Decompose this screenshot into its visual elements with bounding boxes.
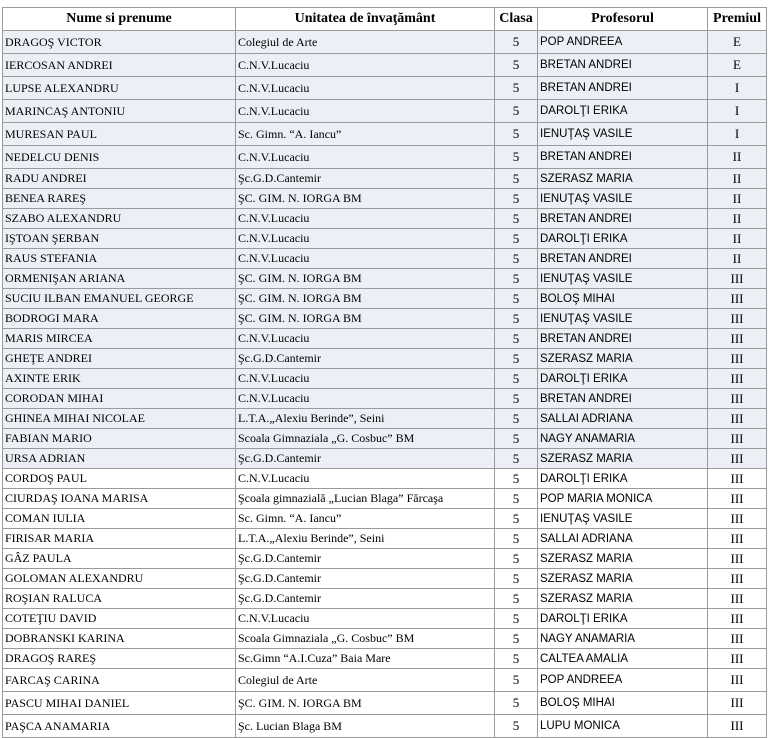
prize-cell: III xyxy=(708,289,767,309)
school-cell: L.T.A.„Alexiu Berinde”, Seini xyxy=(236,529,495,549)
student-name-cell: IERCOSAN ANDREI xyxy=(3,54,236,77)
table-row xyxy=(3,529,767,549)
teacher-cell: CALTEA AMALIA xyxy=(538,649,708,669)
class-cell: 5 xyxy=(495,249,538,269)
school-cell: Şcoala gimnazială „Lucian Blaga” Fărcaşa xyxy=(236,489,495,509)
teacher-cell: IENUŢAŞ VASILE xyxy=(538,189,708,209)
prize-cell: III xyxy=(708,669,767,692)
school-cell: Scoala Gimnaziala „G. Cosbuc” BM xyxy=(236,629,495,649)
teacher-cell: SZERASZ MARIA xyxy=(538,589,708,609)
table-row xyxy=(3,715,767,738)
teacher-cell: SZERASZ MARIA xyxy=(538,549,708,569)
student-name-cell: BENEA RAREŞ xyxy=(3,189,236,209)
table-row xyxy=(3,389,767,409)
school-cell: Şc.G.D.Cantemir xyxy=(236,449,495,469)
teacher-cell: BRETAN ANDREI xyxy=(538,54,708,77)
school-cell: ŞC. GIM. N. IORGA BM xyxy=(236,692,495,715)
prize-cell: III xyxy=(708,409,767,429)
student-name-cell: GHINEA MIHAI NICOLAE xyxy=(3,409,236,429)
class-cell: 5 xyxy=(495,469,538,489)
table-row xyxy=(3,146,767,169)
class-cell: 5 xyxy=(495,369,538,389)
teacher-cell: BRETAN ANDREI xyxy=(538,249,708,269)
teacher-cell: SZERASZ MARIA xyxy=(538,169,708,189)
prize-cell: II xyxy=(708,249,767,269)
table-row xyxy=(3,469,767,489)
student-name-cell: PASCU MIHAI DANIEL xyxy=(3,692,236,715)
class-cell: 5 xyxy=(495,389,538,409)
class-cell: 5 xyxy=(495,229,538,249)
header-class: Clasa xyxy=(495,8,538,31)
table-row xyxy=(3,692,767,715)
table-row xyxy=(3,77,767,100)
prize-cell: III xyxy=(708,715,767,738)
student-name-cell: ROŞIAN RALUCA xyxy=(3,589,236,609)
table-row xyxy=(3,209,767,229)
table-row xyxy=(3,100,767,123)
header-teacher: Profesorul xyxy=(538,8,708,31)
prize-cell: III xyxy=(708,469,767,489)
student-name-cell: AXINTE ERIK xyxy=(3,369,236,389)
teacher-cell: IENUŢAŞ VASILE xyxy=(538,509,708,529)
student-name-cell: LUPSE ALEXANDRU xyxy=(3,77,236,100)
table-row xyxy=(3,629,767,649)
header-name: Nume si prenume xyxy=(3,8,236,31)
student-name-cell: CORODAN MIHAI xyxy=(3,389,236,409)
results-table xyxy=(2,7,767,738)
teacher-cell: IENUŢAŞ VASILE xyxy=(538,309,708,329)
prize-cell: III xyxy=(708,389,767,409)
class-cell: 5 xyxy=(495,409,538,429)
table-row xyxy=(3,569,767,589)
table-row xyxy=(3,349,767,369)
prize-cell: III xyxy=(708,629,767,649)
prize-cell: I xyxy=(708,100,767,123)
school-cell: Scoala Gimnaziala „G. Cosbuc” BM xyxy=(236,429,495,449)
teacher-cell: SZERASZ MARIA xyxy=(538,349,708,369)
table-row xyxy=(3,609,767,629)
table-row xyxy=(3,649,767,669)
school-cell: Şc. Lucian Blaga BM xyxy=(236,715,495,738)
prize-cell: III xyxy=(708,649,767,669)
class-cell: 5 xyxy=(495,77,538,100)
class-cell: 5 xyxy=(495,169,538,189)
class-cell: 5 xyxy=(495,649,538,669)
school-cell: C.N.V.Lucaciu xyxy=(236,229,495,249)
student-name-cell: RADU ANDREI xyxy=(3,169,236,189)
student-name-cell: NEDELCU DENIS xyxy=(3,146,236,169)
teacher-cell: BRETAN ANDREI xyxy=(538,77,708,100)
class-cell: 5 xyxy=(495,629,538,649)
table-row xyxy=(3,189,767,209)
school-cell: C.N.V.Lucaciu xyxy=(236,209,495,229)
class-cell: 5 xyxy=(495,146,538,169)
table-row xyxy=(3,489,767,509)
table-row xyxy=(3,169,767,189)
class-cell: 5 xyxy=(495,309,538,329)
school-cell: Şc.G.D.Cantemir xyxy=(236,589,495,609)
school-cell: ŞC. GIM. N. IORGA BM xyxy=(236,269,495,289)
table-body xyxy=(3,31,767,738)
student-name-cell: SZABO ALEXANDRU xyxy=(3,209,236,229)
student-name-cell: URSA ADRIAN xyxy=(3,449,236,469)
student-name-cell: BODROGI MARA xyxy=(3,309,236,329)
student-name-cell: PAŞCA ANAMARIA xyxy=(3,715,236,738)
teacher-cell: SALLAI ADRIANA xyxy=(538,529,708,549)
prize-cell: III xyxy=(708,369,767,389)
school-cell: ŞC. GIM. N. IORGA BM xyxy=(236,309,495,329)
teacher-cell: BRETAN ANDREI xyxy=(538,209,708,229)
student-name-cell: DOBRANSKI KARINA xyxy=(3,629,236,649)
table-row xyxy=(3,449,767,469)
prize-cell: III xyxy=(708,569,767,589)
class-cell: 5 xyxy=(495,509,538,529)
student-name-cell: FIRISAR MARIA xyxy=(3,529,236,549)
student-name-cell: DRAGOŞ RAREŞ xyxy=(3,649,236,669)
prize-cell: E xyxy=(708,31,767,54)
school-cell: Sc.Gimn “A.I.Cuza” Baia Mare xyxy=(236,649,495,669)
class-cell: 5 xyxy=(495,589,538,609)
prize-cell: III xyxy=(708,449,767,469)
student-name-cell: ORMENIŞAN ARIANA xyxy=(3,269,236,289)
class-cell: 5 xyxy=(495,123,538,146)
prize-cell: II xyxy=(708,229,767,249)
class-cell: 5 xyxy=(495,429,538,449)
student-name-cell: COTEŢIU DAVID xyxy=(3,609,236,629)
student-name-cell: MURESAN PAUL xyxy=(3,123,236,146)
school-cell: C.N.V.Lucaciu xyxy=(236,146,495,169)
school-cell: C.N.V.Lucaciu xyxy=(236,609,495,629)
table-row xyxy=(3,369,767,389)
school-cell: C.N.V.Lucaciu xyxy=(236,100,495,123)
student-name-cell: IŞTOAN ŞERBAN xyxy=(3,229,236,249)
school-cell: Şc.G.D.Cantemir xyxy=(236,169,495,189)
teacher-cell: BOLOŞ MIHAI xyxy=(538,289,708,309)
class-cell: 5 xyxy=(495,189,538,209)
teacher-cell: LUPU MONICA xyxy=(538,715,708,738)
table-row xyxy=(3,309,767,329)
table-row xyxy=(3,429,767,449)
header-prize: Premiul xyxy=(708,8,767,31)
prize-cell: III xyxy=(708,692,767,715)
class-cell: 5 xyxy=(495,349,538,369)
table-row xyxy=(3,123,767,146)
school-cell: C.N.V.Lucaciu xyxy=(236,389,495,409)
teacher-cell: POP ANDREEA xyxy=(538,31,708,54)
prize-cell: II xyxy=(708,169,767,189)
school-cell: Şc.G.D.Cantemir xyxy=(236,569,495,589)
student-name-cell: CIURDAŞ IOANA MARISA xyxy=(3,489,236,509)
teacher-cell: BRETAN ANDREI xyxy=(538,329,708,349)
class-cell: 5 xyxy=(495,100,538,123)
table-row xyxy=(3,54,767,77)
student-name-cell: COMAN IULIA xyxy=(3,509,236,529)
class-cell: 5 xyxy=(495,489,538,509)
school-cell: C.N.V.Lucaciu xyxy=(236,54,495,77)
teacher-cell: SZERASZ MARIA xyxy=(538,569,708,589)
prize-cell: II xyxy=(708,146,767,169)
school-cell: C.N.V.Lucaciu xyxy=(236,469,495,489)
class-cell: 5 xyxy=(495,692,538,715)
class-cell: 5 xyxy=(495,31,538,54)
school-cell: ŞC. GIM. N. IORGA BM xyxy=(236,289,495,309)
school-cell: C.N.V.Lucaciu xyxy=(236,369,495,389)
teacher-cell: NAGY ANAMARIA xyxy=(538,429,708,449)
school-cell: Sc. Gimn. “A. Iancu” xyxy=(236,509,495,529)
teacher-cell: POP MARIA MONICA xyxy=(538,489,708,509)
table-row xyxy=(3,229,767,249)
teacher-cell: NAGY ANAMARIA xyxy=(538,629,708,649)
school-cell: C.N.V.Lucaciu xyxy=(236,77,495,100)
class-cell: 5 xyxy=(495,54,538,77)
class-cell: 5 xyxy=(495,269,538,289)
class-cell: 5 xyxy=(495,289,538,309)
student-name-cell: GHEŢE ANDREI xyxy=(3,349,236,369)
student-name-cell: RAUS STEFANIA xyxy=(3,249,236,269)
teacher-cell: SALLAI ADRIANA xyxy=(538,409,708,429)
table-row xyxy=(3,249,767,269)
school-cell: ŞC. GIM. N. IORGA BM xyxy=(236,189,495,209)
class-cell: 5 xyxy=(495,329,538,349)
teacher-cell: BRETAN ANDREI xyxy=(538,389,708,409)
prize-cell: II xyxy=(708,209,767,229)
student-name-cell: CORDOŞ PAUL xyxy=(3,469,236,489)
student-name-cell: MARINCAŞ ANTONIU xyxy=(3,100,236,123)
prize-cell: III xyxy=(708,549,767,569)
prize-cell: E xyxy=(708,54,767,77)
school-cell: Şc.G.D.Cantemir xyxy=(236,549,495,569)
class-cell: 5 xyxy=(495,609,538,629)
header-row xyxy=(3,8,767,31)
table-row xyxy=(3,589,767,609)
school-cell: C.N.V.Lucaciu xyxy=(236,249,495,269)
table-row xyxy=(3,31,767,54)
prize-cell: III xyxy=(708,509,767,529)
teacher-cell: SZERASZ MARIA xyxy=(538,449,708,469)
class-cell: 5 xyxy=(495,669,538,692)
student-name-cell: GOLOMAN ALEXANDRU xyxy=(3,569,236,589)
teacher-cell: BRETAN ANDREI xyxy=(538,146,708,169)
school-cell: Colegiul de Arte xyxy=(236,31,495,54)
student-name-cell: FABIAN MARIO xyxy=(3,429,236,449)
teacher-cell: DAROLŢI ERIKA xyxy=(538,609,708,629)
student-name-cell: MARIS MIRCEA xyxy=(3,329,236,349)
school-cell: Sc. Gimn. “A. Iancu” xyxy=(236,123,495,146)
class-cell: 5 xyxy=(495,529,538,549)
teacher-cell: IENUŢAŞ VASILE xyxy=(538,269,708,289)
prize-cell: III xyxy=(708,489,767,509)
prize-cell: I xyxy=(708,77,767,100)
prize-cell: III xyxy=(708,349,767,369)
teacher-cell: DAROLŢI ERIKA xyxy=(538,100,708,123)
class-cell: 5 xyxy=(495,209,538,229)
prize-cell: II xyxy=(708,189,767,209)
prize-cell: III xyxy=(708,609,767,629)
teacher-cell: DAROLŢI ERIKA xyxy=(538,369,708,389)
teacher-cell: POP ANDREEA xyxy=(538,669,708,692)
school-cell: Şc.G.D.Cantemir xyxy=(236,349,495,369)
table-row xyxy=(3,509,767,529)
school-cell: Colegiul de Arte xyxy=(236,669,495,692)
header-school: Unitatea de învaţământ xyxy=(236,8,495,31)
prize-cell: III xyxy=(708,269,767,289)
student-name-cell: FARCAŞ CARINA xyxy=(3,669,236,692)
class-cell: 5 xyxy=(495,715,538,738)
class-cell: 5 xyxy=(495,569,538,589)
prize-cell: III xyxy=(708,529,767,549)
table-row xyxy=(3,669,767,692)
class-cell: 5 xyxy=(495,549,538,569)
school-cell: L.T.A.„Alexiu Berinde”, Seini xyxy=(236,409,495,429)
school-cell: C.N.V.Lucaciu xyxy=(236,329,495,349)
table-row xyxy=(3,549,767,569)
student-name-cell: DRAGOŞ VICTOR xyxy=(3,31,236,54)
table-row xyxy=(3,269,767,289)
prize-cell: III xyxy=(708,309,767,329)
student-name-cell: GÂZ PAULA xyxy=(3,549,236,569)
student-name-cell: SUCIU ILBAN EMANUEL GEORGE xyxy=(3,289,236,309)
teacher-cell: IENUŢAŞ VASILE xyxy=(538,123,708,146)
prize-cell: III xyxy=(708,429,767,449)
prize-cell: III xyxy=(708,329,767,349)
table-row xyxy=(3,409,767,429)
teacher-cell: DAROLŢI ERIKA xyxy=(538,229,708,249)
table-row xyxy=(3,329,767,349)
prize-cell: I xyxy=(708,123,767,146)
table-row xyxy=(3,289,767,309)
teacher-cell: BOLOŞ MIHAI xyxy=(538,692,708,715)
teacher-cell: DAROLŢI ERIKA xyxy=(538,469,708,489)
class-cell: 5 xyxy=(495,449,538,469)
prize-cell: III xyxy=(708,589,767,609)
